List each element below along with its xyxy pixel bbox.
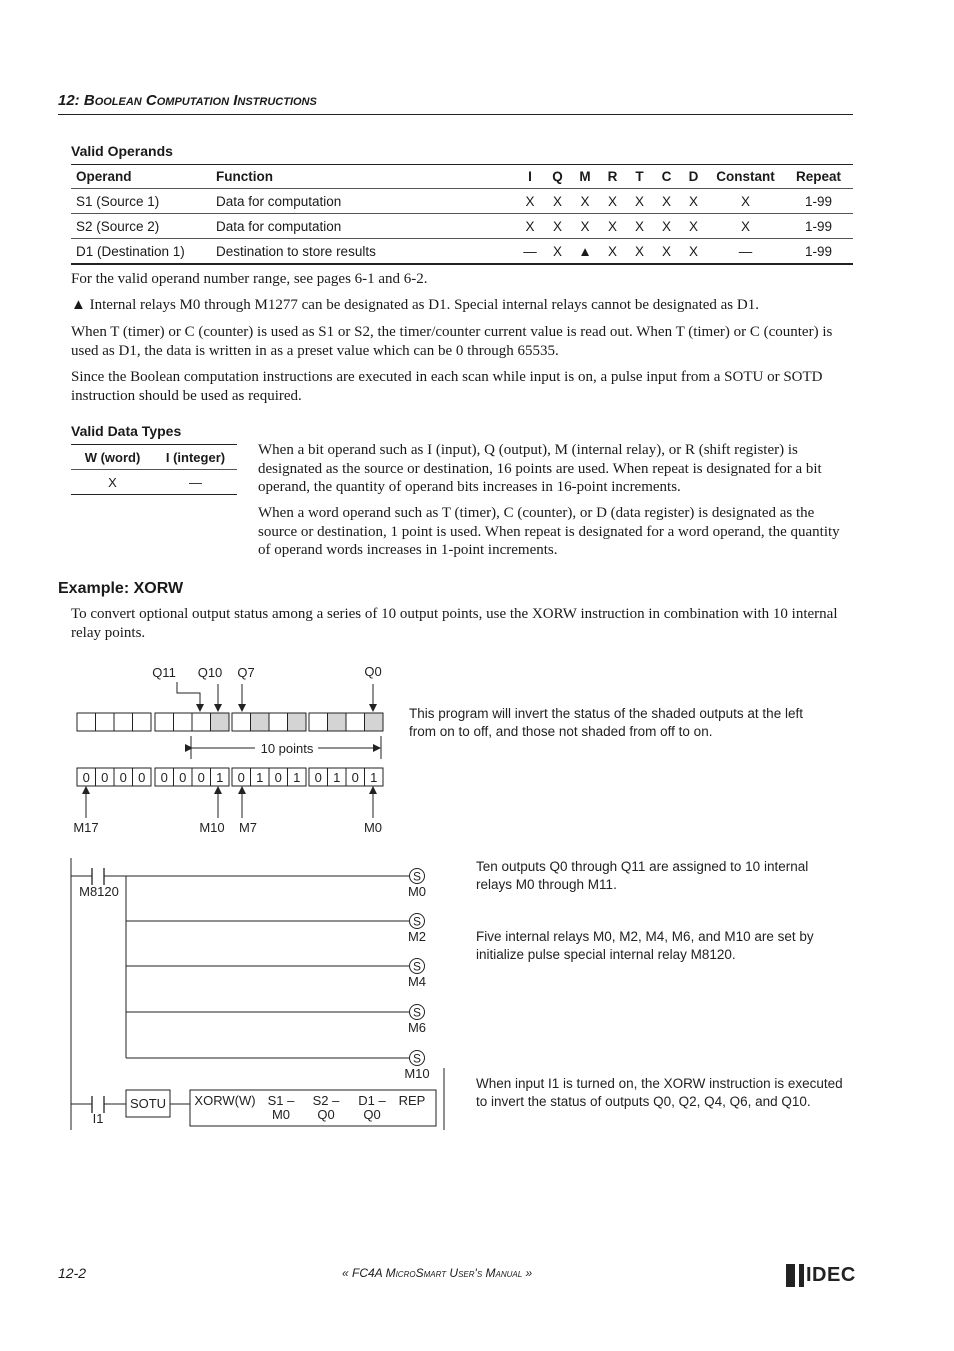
col-word: W (word) [71,445,154,470]
cell: — [707,239,784,265]
valid-data-types-table [71,444,237,495]
col-m: M [571,165,599,189]
output-bit-cell [346,713,365,731]
output-bit-cell [328,713,347,731]
bit-operand-text: When a bit operand such as I (input), Q (output), M (internal relay), or R (shift register) is designated as the source or destination, 16 points are used. When repeat is designated for a bit operand, the quantity of operand bits increases in 16-point increments. [258,442,822,495]
table-row [71,214,853,239]
coil-label: M6 [407,1020,427,1035]
set-coils [126,869,430,1082]
ladder-note-3: When input I1 is turned on, the XORW instruction is executed to invert the status of outputs Q0, Q2, Q4, Q6, and Q10. [476,1076,843,1109]
cell: X [599,214,626,239]
bit-value: 0 [351,770,359,785]
s1-value: M0 [271,1107,291,1122]
xorw-label: XORW(W) [194,1093,256,1108]
diagram-note: This program will invert the status of the shaded outputs at the left from on to off, and those not shaded from off to on. [409,706,803,739]
coil-label: M10 [404,1066,430,1081]
operand-range-note: For the valid operand number range, see pages 6-1 and 6-2. [71,271,428,287]
cell: X [680,214,707,239]
coil-label: M0 [407,884,427,899]
output-bit-cell [77,713,96,731]
col-constant: Constant [707,165,784,189]
valid-operands-title: Valid Operands [71,143,173,159]
bit-value: 1 [216,770,224,785]
cell: X [571,214,599,239]
cell: S1 (Source 1) [71,189,216,214]
col-integer: I (integer) [154,445,237,470]
cell: — [516,239,544,265]
col-d: D [680,165,707,189]
contact-m8120-label: M8120 [79,884,119,899]
cell: X [71,470,154,495]
cell: Destination to store results [216,239,516,265]
cell: X [653,239,680,265]
cell: X [599,239,626,265]
internal-relay-note: ▲ Internal relays M0 through M1277 can be designated as D1. Special internal relays cannot be designated as D1. [71,297,759,313]
valid-data-types-title: Valid Data Types [71,423,182,439]
coil-label: M2 [407,929,427,944]
ladder-diagram [0,850,460,1140]
col-function: Function [216,165,516,189]
output-bit-cell [232,713,251,731]
bit-value: 1 [370,770,378,785]
output-bit-cell [133,713,152,731]
cell: X [707,189,784,214]
output-bit-cell [251,713,270,731]
s2-label: S2 – [312,1093,340,1108]
cell: X [516,214,544,239]
bit-value: 1 [333,770,341,785]
bit-value: 0 [237,770,245,785]
output-bit-cell [288,713,307,731]
label-m10: M10 [199,820,225,835]
d1-label: D1 – [358,1093,386,1108]
s1-label: S1 – [267,1093,295,1108]
col-i: I [516,165,544,189]
label-q10: Q10 [197,665,223,680]
bit-value: 1 [293,770,301,785]
cell: Data for computation [216,214,516,239]
label-m17: M17 [73,820,99,835]
cell: X [653,214,680,239]
output-bit-cell [309,713,328,731]
label-q11: Q11 [152,665,176,680]
bit-value: 1 [256,770,264,785]
col-operand: Operand [71,165,216,189]
bit-value: 0 [119,770,127,785]
rep-label: REP [398,1093,426,1108]
valid-operands-table [71,164,853,265]
word-operand-text: When a word operand such as T (timer), C (counter), or D (data register) is designated as the source or destination, 1 point is used. When repeat is designated for a word operand, the quantity of operand words increases in 1-point increments. [258,505,840,558]
bit-value: 0 [160,770,168,785]
cell: X [626,214,653,239]
contact-i1-label: I1 [92,1111,104,1126]
points-label: 10 points [260,741,314,756]
table-row [71,470,237,495]
timer-counter-note: When T (timer) or C (counter) is used as S1 or S2, the timer/counter current value is read out. When T (timer) or C (counter) is used as D1, the data is written in as a preset value which can be 0 through 65535. [71,324,833,359]
chapter-heading [58,92,317,109]
pulse-input-note: Since the Boolean computation instructions are executed in each scan while input is on, a pulse input from a SOTU or SOTD instruction should be used as required. [71,369,823,404]
col-r: R [599,165,626,189]
table-header-row [71,445,237,470]
chapter-number: 12: [58,92,80,109]
cell: — [154,470,237,495]
col-t: T [626,165,653,189]
coil-label: M4 [407,974,427,989]
label-m0: M0 [363,820,383,835]
page-number: 12-2 [58,1265,87,1281]
output-bit-cell [174,713,193,731]
chapter-title: Boolean Computation Instructions [83,92,317,109]
ladder-note-2: Five internal relays M0, M2, M4, M6, and M10 are set by initialize pulse special internal relay M8120. [476,929,814,962]
col-repeat: Repeat [784,165,853,189]
bit-value: 0 [197,770,205,785]
cell: X [544,239,571,265]
label-m7: M7 [238,820,258,835]
relay-bit-cells [77,768,383,786]
output-bit-cell [211,713,230,731]
output-bit-cell [192,713,211,731]
output-bit-cell [269,713,288,731]
idec-logo [786,1264,854,1288]
bit-value: 0 [179,770,187,785]
cell: X [626,189,653,214]
cell: X [680,189,707,214]
output-bit-cell [114,713,133,731]
example-intro: To convert optional output status among a series of 10 output points, use the XORW instruction in combination with 10 internal relay points. [71,606,838,641]
col-q: Q [544,165,571,189]
output-bit-cells [77,713,383,731]
output-bit-cell [155,713,174,731]
cell: 1-99 [784,189,853,214]
col-c: C [653,165,680,189]
ladder-note-1: Ten outputs Q0 through Q11 are assigned to 10 internal relays M0 through M11. [476,859,809,892]
s2-value: Q0 [317,1107,335,1122]
table-row [71,239,853,265]
sotu-label: SOTU [129,1096,167,1111]
cell: D1 (Destination 1) [71,239,216,265]
cell: X [626,239,653,265]
cell: Data for computation [216,189,516,214]
cell: X [680,239,707,265]
cell: 1-99 [784,214,853,239]
cell: 1-99 [784,239,853,265]
output-bit-cell [365,713,384,731]
cell-triangle: ▲ [571,239,599,265]
set-symbol: S [412,1051,422,1066]
bit-value: 0 [274,770,282,785]
label-q7: Q7 [237,665,255,680]
bit-value: 0 [82,770,90,785]
set-symbol: S [412,1005,422,1020]
example-title: Example: XORW [58,580,184,597]
cell: X [599,189,626,214]
output-bit-cell [96,713,115,731]
set-symbol: S [412,914,422,929]
cell: X [707,214,784,239]
manual-title: « FC4A MicroSmart User's Manual » [342,1266,533,1280]
label-q0: Q0 [364,664,382,679]
d1-value: Q0 [363,1107,381,1122]
cell: X [544,214,571,239]
bit-mapping-diagram [0,655,400,840]
cell: S2 (Source 2) [71,214,216,239]
logo-text: IDEC [806,1264,856,1286]
bit-value: 0 [138,770,146,785]
cell: X [653,189,680,214]
set-symbol: S [412,959,422,974]
cell: X [544,189,571,214]
bit-value: 0 [314,770,322,785]
table-row [71,189,853,214]
chapter-rule [58,114,853,115]
table-header-row [71,165,853,189]
cell: X [516,189,544,214]
cell: X [571,189,599,214]
bit-value: 0 [101,770,109,785]
set-symbol: S [412,869,422,884]
